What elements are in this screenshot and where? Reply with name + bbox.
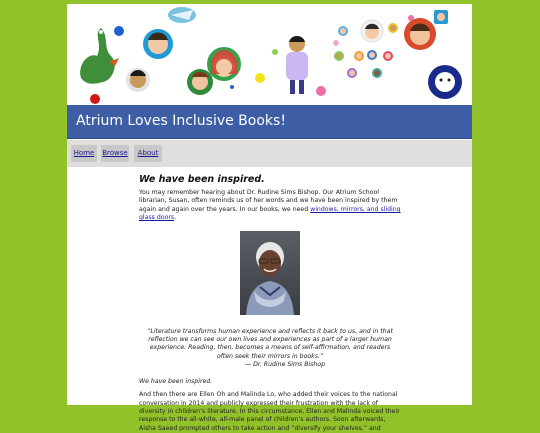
round-character-7 — [428, 65, 462, 99]
standing-character — [286, 36, 308, 94]
round-character-1 — [143, 29, 173, 59]
nav-home-link[interactable]: Home — [71, 145, 97, 162]
intro-paragraph — [139, 189, 401, 223]
intro-end: . — [174, 214, 177, 222]
quote-text: “Literature transforms human experience and reflects it back to us, and in that reflection we can see our own lives and experiences as part of a larger human experience. Reading, then, becomes a means of self-affirmation, and readers often seek their mirrors in books.” — [147, 327, 393, 360]
nav-browse-link[interactable]: Browse — [101, 145, 129, 162]
nav-about-link[interactable]: About — [134, 145, 162, 162]
round-character-4 — [207, 47, 241, 81]
page-heading: We have been inspired. — [139, 174, 265, 185]
windows-mirrors-link[interactable]: windows, mirrors, and sliding glass doors — [139, 205, 401, 222]
flying-character — [168, 7, 196, 23]
portrait-image — [240, 231, 300, 315]
nav-bar — [67, 140, 472, 167]
round-character-5 — [361, 20, 383, 42]
round-character-3 — [187, 69, 213, 95]
site-title: Atrium Loves Inclusive Books! — [76, 113, 286, 129]
round-character-6 — [404, 18, 436, 50]
portrait-photo — [240, 231, 300, 315]
quote-attribution: — Dr. Rudine Sims Bishop — [244, 360, 326, 368]
intro-text: You may remember hearing about Dr. Rudine Sims Bishop. Our Atrium School librarian, Susan, often reminds us of her words and we have been inspired by them again and again over the years. In our books, we need — [139, 189, 398, 213]
dragon-character — [80, 28, 119, 84]
ellen-malinda-paragraph: And then there are Ellen Oh and Malinda Lo, who added their voices to the national conversation in 2014 and publicly expressed their frustration with the lack of diversity in children’s literature. In this circumstance, Ellen and Malinda voiced their response to the all-white, all-male panel of children’s authors. Soon afterwards, Aisha Saeed prompted others to take action and “diversify your shelves,” and — [139, 391, 400, 432]
header-banner-illustration — [67, 4, 472, 105]
bishop-quote — [139, 328, 401, 369]
site-title-bar — [67, 105, 472, 139]
banner-artwork — [67, 4, 472, 105]
page-container — [67, 4, 472, 432]
main-content — [139, 174, 401, 433]
round-character-2 — [126, 68, 150, 92]
inspired-line: We have been inspired. — [139, 378, 213, 386]
